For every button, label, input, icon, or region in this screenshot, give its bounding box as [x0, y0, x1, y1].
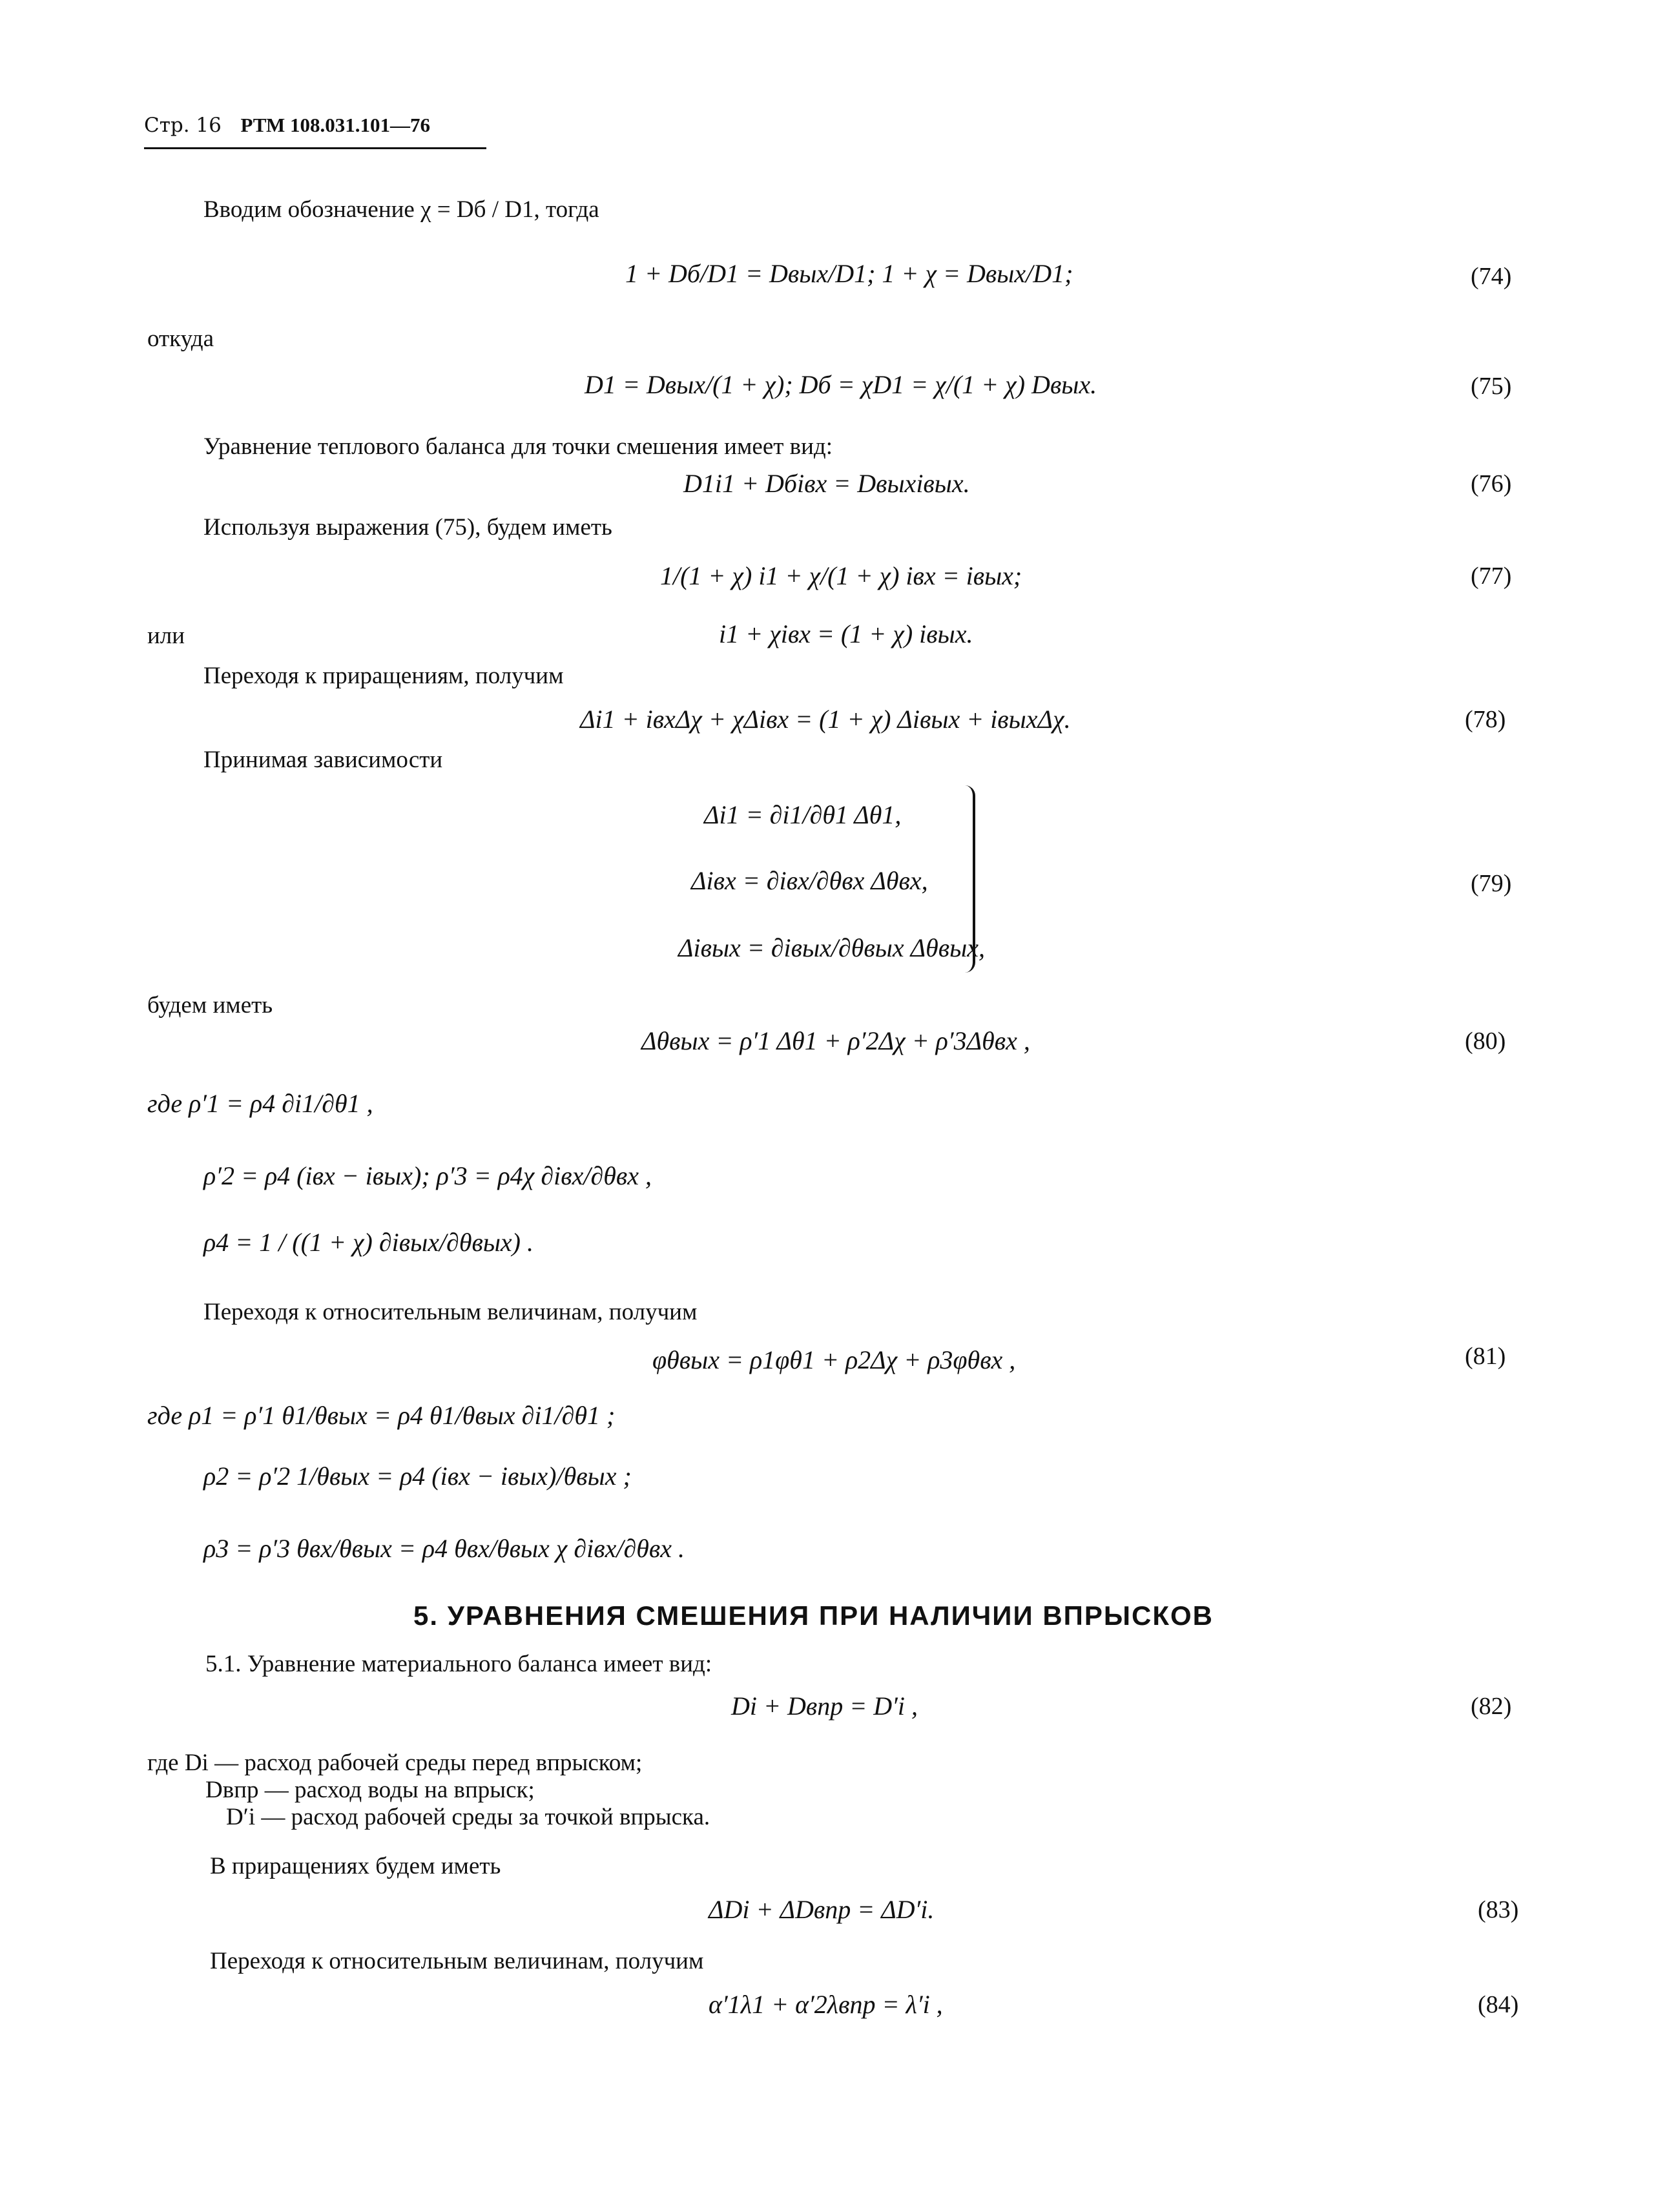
equation-83: ΔDi + ΔDвпр = ΔD′i. — [709, 1895, 935, 1924]
definition-di-prime: D′i — расход рабочей среды за точкой впрыска. — [226, 1804, 710, 1830]
equation-number-82: (82) — [1471, 1693, 1512, 1720]
text-relative-values: Переходя к относительным величинам, получим — [203, 1299, 698, 1325]
text-in-increments: В приращениях будем иметь — [210, 1853, 501, 1879]
equation-74: 1 + Dб/D1 = Dвых/D1; 1 + χ = Dвых/D1; — [625, 259, 1073, 288]
equation-number-79: (79) — [1471, 870, 1512, 897]
header-rule — [144, 147, 486, 149]
equation-80: Δθвых = ρ′1 Δθ1 + ρ′2Δχ + ρ′3Δθвх , — [641, 1026, 1030, 1055]
rho-1: где ρ1 = ρ′1 θ1/θвых = ρ4 θ1/θвых ∂i1/∂θ1 ; — [147, 1401, 616, 1430]
equation-number-78: (78) — [1465, 706, 1506, 733]
document-code: РТМ 108.031.101—76 — [240, 114, 431, 136]
equation-79b: Δiвх = ∂iвх/∂θвх Δθвх, — [691, 866, 928, 895]
definition-dvpr: Dвпр — расход воды на впрыск; — [205, 1777, 535, 1803]
equation-78: Δi1 + iвхΔχ + χΔiвх = (1 + χ) Δiвых + iвыхΔχ. — [580, 705, 1071, 734]
equation-77b: i1 + χiвх = (1 + χ) iвых. — [719, 619, 973, 648]
equation-82: Di + Dвпр = D′i , — [731, 1691, 918, 1721]
text-heat-balance: Уравнение теплового баланса для точки смешения имеет вид: — [203, 433, 833, 460]
equation-75: D1 = Dвых/(1 + χ); Dб = χD1 = χ/(1 + χ) Dвых. — [585, 370, 1097, 399]
intro-line: Вводим обозначение χ = Dб / D1, тогда — [203, 196, 599, 223]
rho-2: ρ2 = ρ′2 1/θвых = ρ4 (iвх − iвых)/θвых ; — [203, 1462, 632, 1491]
rho-4: ρ4 = 1 / ((1 + χ) ∂iвых/∂θвых) . — [203, 1228, 533, 1257]
equation-84: α′1λ1 + α′2λвпр = λ′i , — [709, 1990, 943, 2019]
equation-79a: Δi1 = ∂i1/∂θ1 Δθ1, — [704, 800, 902, 829]
equation-number-74: (74) — [1471, 263, 1512, 290]
equation-81: φθвых = ρ1φθ1 + ρ2Δχ + ρ3φθвх , — [652, 1345, 1016, 1374]
equation-number-81: (81) — [1465, 1343, 1506, 1370]
text-relative-values-2: Переходя к относительным величинам, получим — [210, 1948, 704, 1974]
page-header — [144, 114, 430, 137]
rho-prime-1: где ρ′1 = ρ4 ∂i1/∂θ1 , — [147, 1089, 373, 1118]
rho-prime-2-3: ρ′2 = ρ4 (iвх − iвых); ρ′3 = ρ4χ ∂iвх/∂θвх , — [203, 1161, 652, 1190]
equation-number-84: (84) — [1478, 1991, 1519, 2018]
equation-76: D1i1 + Dбiвх = Dвыхiвых. — [683, 469, 970, 498]
equation-number-77: (77) — [1471, 563, 1512, 590]
equation-79c: Δiвых = ∂iвых/∂θвых Δθвых, — [678, 933, 985, 962]
text-otkuda: откуда — [147, 326, 214, 352]
page-number: Стр. 16 — [144, 114, 222, 137]
section-heading: 5. УРАВНЕНИЯ СМЕШЕНИЯ ПРИ НАЛИЧИИ ВПРЫСКОВ — [413, 1600, 1214, 1631]
text-using-75: Используя выражения (75), будем иметь — [203, 514, 612, 541]
equation-number-83: (83) — [1478, 1896, 1519, 1923]
text-budem-imet: будем иметь — [147, 992, 273, 1018]
text-increments: Переходя к приращениям, получим — [203, 663, 564, 689]
system-brace — [960, 785, 975, 973]
equation-number-76: (76) — [1471, 470, 1512, 497]
text-dependencies: Принимая зависимости — [203, 747, 443, 773]
text-material-balance: 5.1. Уравнение материального баланса имеет вид: — [205, 1651, 712, 1677]
equation-number-75: (75) — [1471, 373, 1512, 400]
text-ili: или — [147, 623, 185, 649]
equation-number-80: (80) — [1465, 1028, 1506, 1055]
rho-3: ρ3 = ρ′3 θвх/θвых = ρ4 θвх/θвых χ ∂iвх/∂θвх . — [203, 1534, 685, 1563]
equation-77: 1/(1 + χ) i1 + χ/(1 + χ) iвх = iвых; — [660, 561, 1022, 590]
definition-di: где Di — расход рабочей среды перед впрыском; — [147, 1750, 643, 1776]
